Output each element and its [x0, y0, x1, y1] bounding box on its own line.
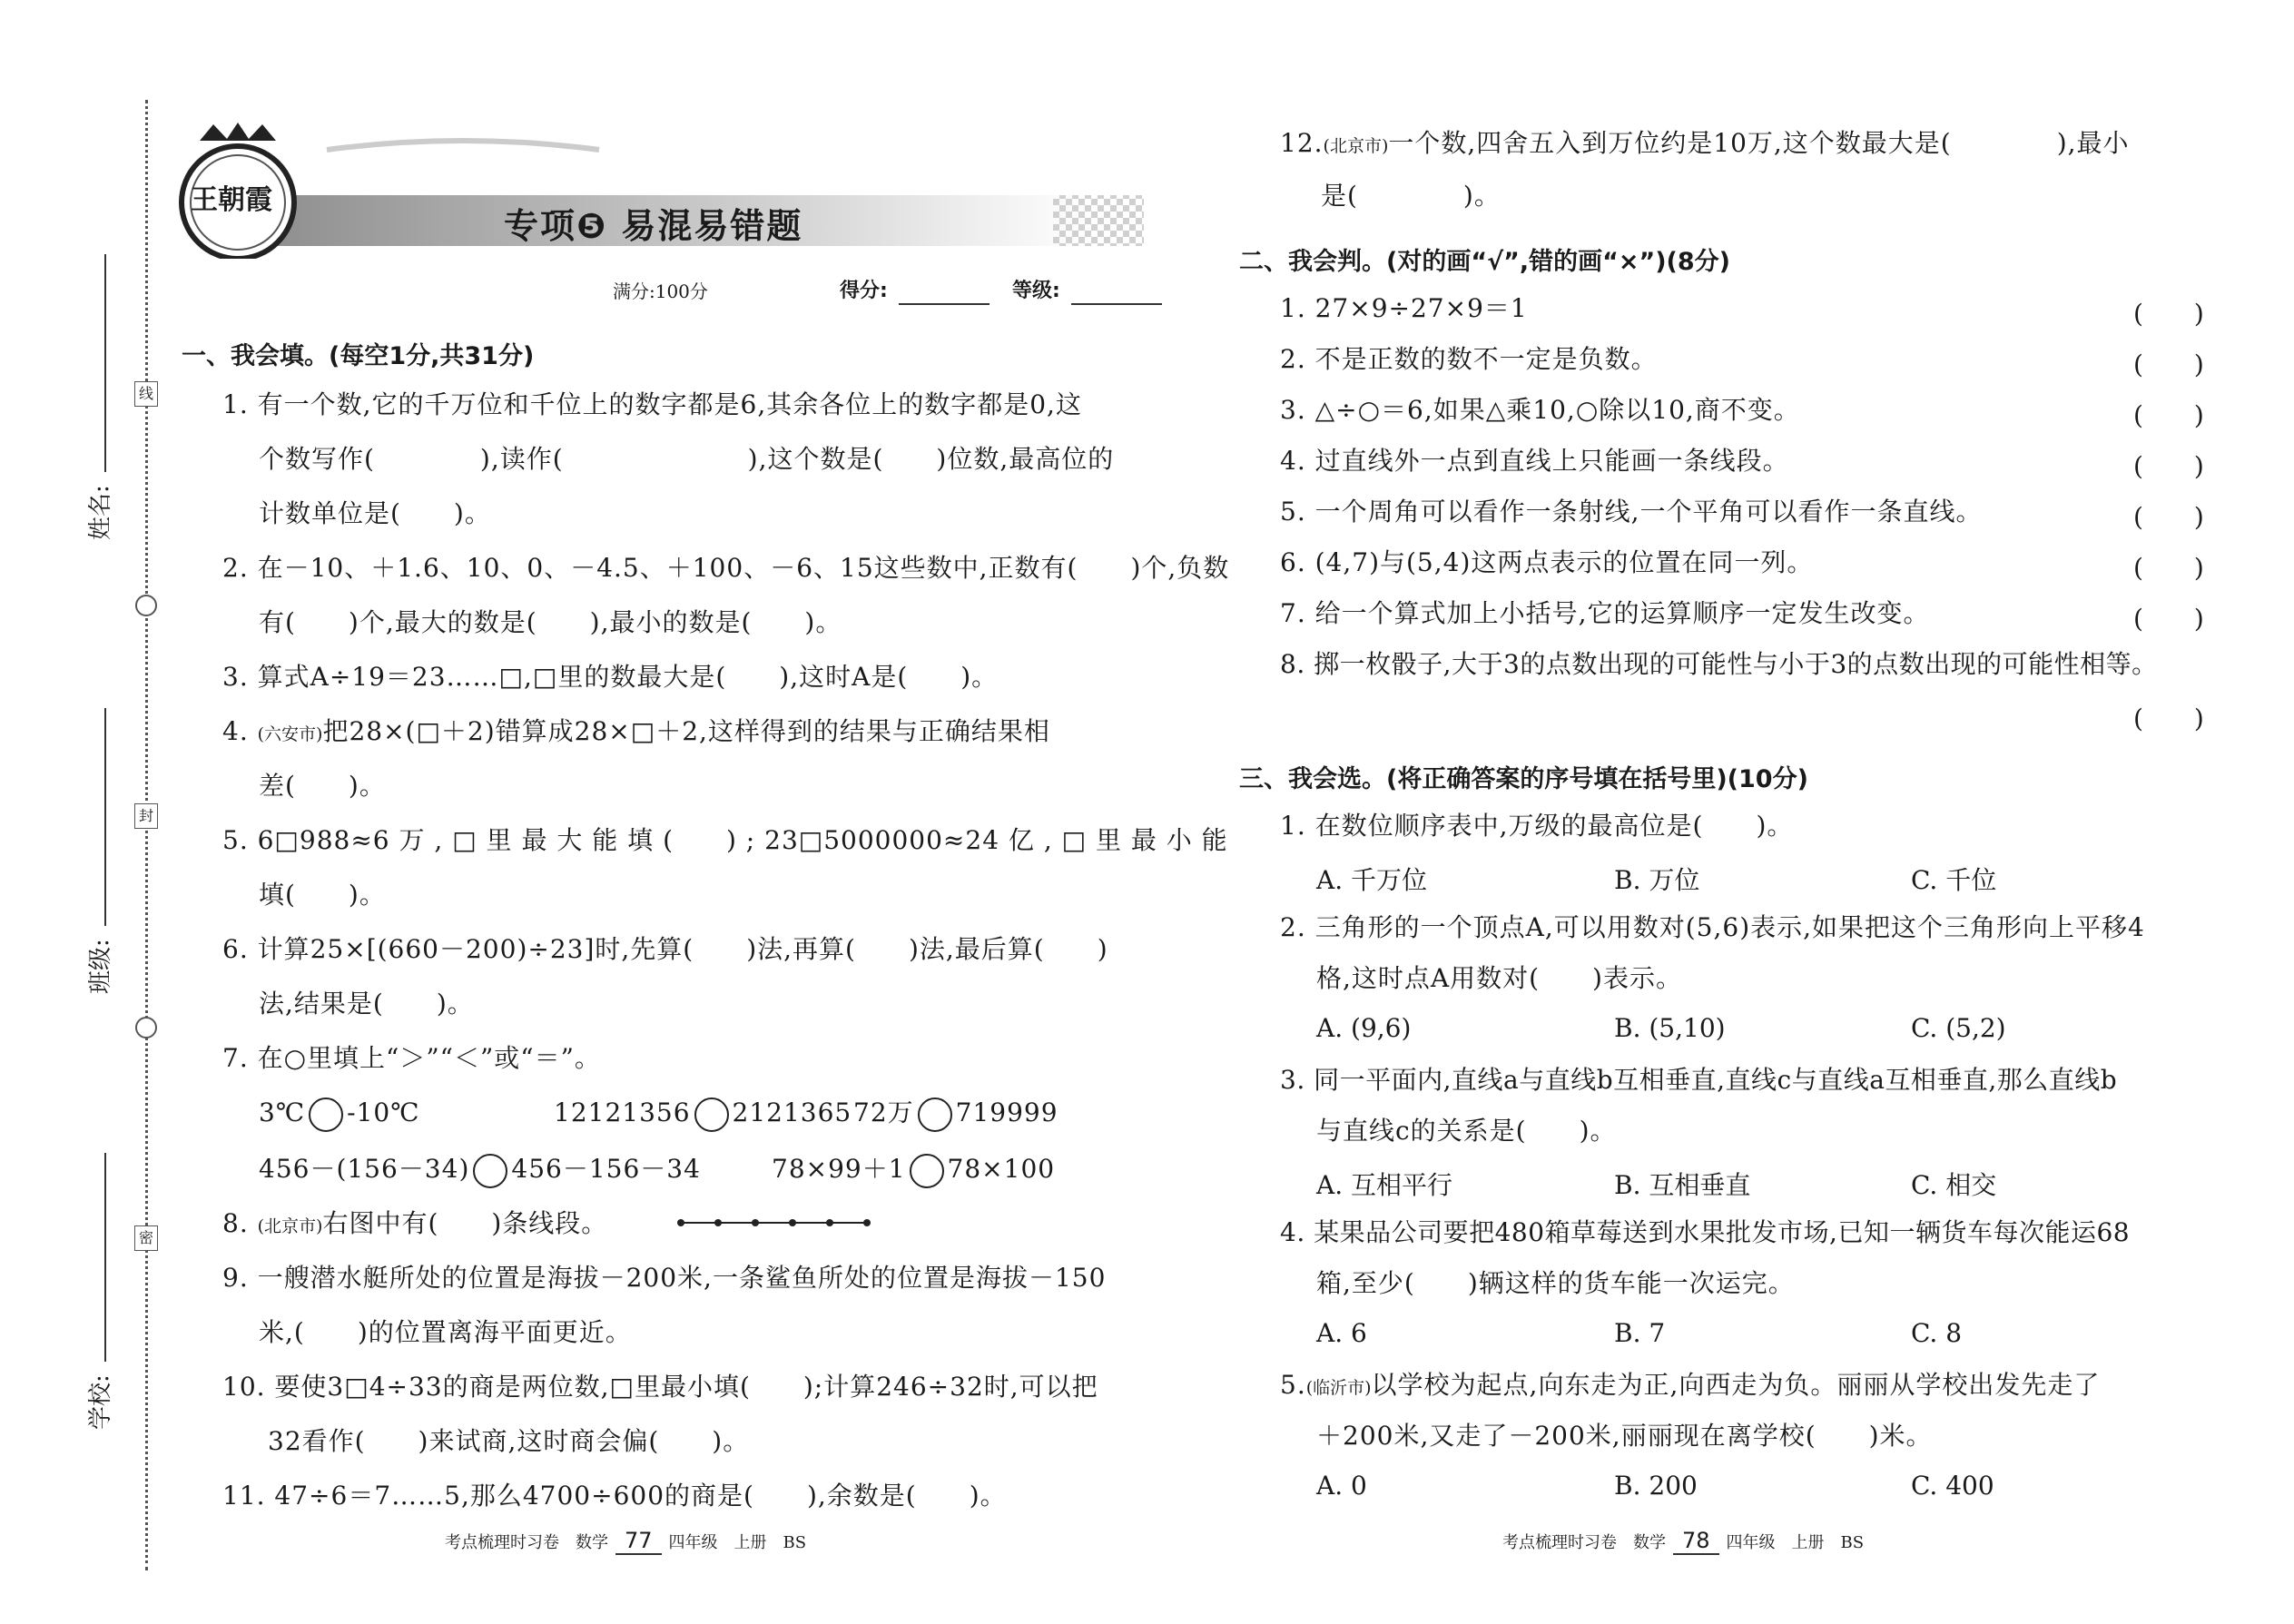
- q12-line-1: [1280, 127, 2130, 162]
- compare-circle[interactable]: [918, 1097, 952, 1132]
- q7-b2: 2121365: [732, 1097, 852, 1127]
- choice-q3-opt-c[interactable]: C. 相交: [1911, 1170, 1997, 1200]
- school-field-line[interactable]: [104, 1153, 106, 1362]
- name-label: 姓名:: [87, 485, 114, 540]
- line-segment-figure: [676, 1212, 876, 1234]
- s1-line-2: 个数写作( ),读作( ),这个数是( )位数,最高位的: [259, 444, 1115, 474]
- q7-a2: 12121356: [554, 1097, 691, 1127]
- choice-q1-a[interactable]: A. 千万位: [1316, 865, 1428, 895]
- choice-q4-b: 箱,至少( )辆这样的货车能一次运完。: [1316, 1268, 1795, 1298]
- name-field-line[interactable]: [104, 254, 106, 472]
- choice-q2-a: 2. 三角形的一个顶点A,可以用数对(5,6)表示,如果把这个三角形向上平移4: [1280, 912, 2145, 942]
- q7-b1: -10℃: [347, 1097, 420, 1127]
- s1-line-7: [222, 715, 1050, 751]
- s1-line-9b: 米,( )的位置离海平面更近。: [259, 1317, 632, 1347]
- seal-mark-line: 线: [134, 381, 158, 407]
- footer-right: [1502, 1528, 1864, 1555]
- q8-text: 右图中有( )条线段。: [322, 1208, 608, 1238]
- choice-q5-opt-a[interactable]: A. 0: [1316, 1471, 1367, 1501]
- judge-answer-1[interactable]: ( ): [2133, 299, 2204, 329]
- judge-item-6: 6. (4,7)与(5,4)这两点表示的位置在同一列。: [1280, 547, 1814, 577]
- choice-q5-b: ＋200米,又走了－200米,丽丽现在离学校( )米。: [1316, 1421, 1933, 1451]
- section2-heading: 二、我会判。(对的画“√”,错的画“×”)(8分): [1239, 248, 1731, 276]
- choice-q5-opt-c[interactable]: C. 400: [1911, 1471, 1994, 1501]
- grade-label: 等级:: [1012, 280, 1060, 302]
- choice-q2-opt-b[interactable]: B. (5,10): [1614, 1013, 1726, 1043]
- choice-q4-opt-c[interactable]: C. 8: [1911, 1318, 1963, 1348]
- q7-cmp-2: [554, 1097, 852, 1132]
- choice-q1: 1. 在数位顺序表中,万级的最高位是( )。: [1280, 811, 1794, 841]
- choice-q2-opt-a[interactable]: A. (9,6): [1316, 1013, 1412, 1043]
- choice-q3-a: 3. 同一平面内,直线a与直线b互相垂直,直线c与直线a互相垂直,那么直线b: [1280, 1065, 2118, 1095]
- judge-item-7: 7. 给一个算式加上小括号,它的运算顺序一定发生改变。: [1280, 598, 1930, 628]
- q12-text: 一个数,四舍五入到万位约是10万,这个数最大是( ),最小: [1388, 128, 2130, 158]
- s1-line-10b: 32看作( )来试商,这时商会偏( )。: [268, 1426, 750, 1456]
- s1-line-5: 有( )个,最大的数是( ),最小的数是( )。: [259, 607, 842, 637]
- choice-q4-opt-b[interactable]: B. 7: [1614, 1318, 1666, 1348]
- choice-q2-opt-c[interactable]: C. (5,2): [1911, 1013, 2006, 1043]
- binding-hole-1: [135, 595, 157, 616]
- q7-b5: 78×100: [947, 1154, 1056, 1184]
- choice-q3-opt-b[interactable]: B. 互相垂直: [1614, 1170, 1751, 1200]
- choice-q5-a: [1280, 1369, 2100, 1404]
- compare-circle[interactable]: [473, 1154, 507, 1188]
- q8-source: (北京市): [257, 1216, 323, 1236]
- page-number-left: 77: [615, 1528, 662, 1555]
- section3-heading: 三、我会选。(将正确答案的序号填在括号里)(10分): [1239, 765, 1808, 793]
- s1-line-9: 5. 6□988≈6 万 , □ 里 最 大 能 填 ( ) ; 23□5000000≈24 亿 , □ 里 最 小 能: [222, 825, 1228, 855]
- q7-a5: 78×99＋1: [772, 1154, 906, 1184]
- s1-line-10a: 10. 要使3□4÷33的商是两位数,□里最小填( );计算246÷32时,可以把: [222, 1372, 1098, 1402]
- q7-a1: 3℃: [259, 1097, 306, 1127]
- q12-source: (北京市): [1323, 136, 1389, 156]
- class-field-line[interactable]: [104, 708, 106, 926]
- section1-heading: 一、我会填。(每空1分,共31分): [182, 342, 535, 370]
- q5-source: (临沂市): [1305, 1378, 1372, 1398]
- judge-item-8: 8. 掷一枚骰子,大于3的点数出现的可能性与小于3的点数出现的可能性相等。: [1280, 649, 2158, 679]
- judge-answer-6[interactable]: ( ): [2133, 553, 2204, 583]
- s1-line-9a: 9. 一艘潜水艇所处的位置是海拔－200米,一条鲨鱼所处的位置是海拔－150: [222, 1263, 1107, 1293]
- s1-line-3: 计数单位是( )。: [259, 498, 491, 528]
- s1-line-10: 填( )。: [259, 880, 386, 910]
- q8-line: [222, 1207, 607, 1243]
- page-title: 专项❺ 易混易错题: [504, 206, 803, 246]
- grade-field[interactable]: [1071, 303, 1162, 305]
- school-label: 学校:: [87, 1374, 114, 1430]
- q7-b3: 719999: [955, 1097, 1058, 1127]
- choice-q3-opt-a[interactable]: A. 互相平行: [1316, 1170, 1453, 1200]
- choice-q4-a: 4. 某果品公司要把480箱草莓送到水果批发市场,已知一辆货车每次能运68: [1280, 1217, 2131, 1247]
- q4-source: (六安市): [257, 724, 323, 744]
- q8-prefix: 8.: [222, 1208, 249, 1238]
- choice-q1-b[interactable]: B. 万位: [1614, 865, 1700, 895]
- compare-circle[interactable]: [910, 1154, 944, 1188]
- q5-prefix: 5.: [1280, 1370, 1306, 1400]
- s1-line-8: 差( )。: [259, 771, 386, 801]
- seal-mark-seal: 封: [134, 803, 158, 829]
- compare-circle[interactable]: [694, 1097, 729, 1132]
- q4-prefix: 4.: [222, 716, 249, 746]
- q7-cmp-3: [853, 1097, 1058, 1132]
- q7-a3: 72万: [853, 1097, 914, 1127]
- s1-line-11: 11. 47÷6＝7……5,那么4700÷600的商是( ),余数是( )。: [222, 1481, 1007, 1511]
- q12-prefix: 12.: [1280, 128, 1324, 158]
- score-field[interactable]: [899, 303, 989, 305]
- choice-q1-c[interactable]: C. 千位: [1911, 865, 1997, 895]
- logo-text: 王朝霞: [191, 184, 272, 216]
- seal-mark-secret: 密: [134, 1225, 158, 1251]
- s1-line-1: 1. 有一个数,它的千万位和千位上的数字都是6,其余各位上的数字都是0,这: [222, 389, 1082, 419]
- judge-item-2: 2. 不是正数的数不一定是负数。: [1280, 344, 1658, 374]
- s1-line-6: 3. 算式A÷19＝23……□,□里的数最大是( ),这时A是( )。: [222, 662, 999, 692]
- choice-q4-opt-a[interactable]: A. 6: [1316, 1318, 1367, 1348]
- judge-item-4: 4. 过直线外一点到直线上只能画一条线段。: [1280, 446, 1789, 476]
- judge-answer-2[interactable]: ( ): [2133, 349, 2204, 379]
- q7-cmp-1: [259, 1097, 420, 1132]
- footer-left: [445, 1528, 806, 1555]
- binding-hole-2: [135, 1017, 157, 1038]
- s1-line-13: 7. 在○里填上“＞”“＜”或“＝”。: [222, 1043, 601, 1073]
- score-label: 得分:: [840, 280, 888, 302]
- choice-q5-opt-b[interactable]: B. 200: [1614, 1471, 1698, 1501]
- choice-q3-b: 与直线c的关系是( )。: [1316, 1116, 1617, 1146]
- class-label: 班级:: [87, 939, 114, 994]
- page-number-right: 78: [1673, 1528, 1719, 1555]
- choice-q2-b: 格,这时点A用数对( )表示。: [1316, 963, 1682, 993]
- footer-left-grade: 四年级 上册 BS: [668, 1533, 807, 1552]
- judge-answer-7[interactable]: ( ): [2133, 604, 2204, 634]
- q7-cmp-4: [259, 1153, 701, 1188]
- binding-dotted-line: [145, 100, 148, 1570]
- q7-cmp-5: [772, 1153, 1055, 1188]
- judge-answer-4[interactable]: ( ): [2133, 451, 2204, 481]
- s1-line-11: 6. 计算25×[(660－200)÷23]时,先算( )法,再算( )法,最后算( ): [222, 934, 1108, 964]
- s1-line-4: 2. 在－10、＋1.6、10、0、－4.5、＋100、－6、15这些数中,正数有( )个,负数: [222, 553, 1230, 583]
- judge-answer-8[interactable]: ( ): [2133, 704, 2204, 733]
- judge-item-1: 1. 27×9÷27×9＝1: [1280, 293, 1528, 323]
- q7-b4: 456－156－34: [511, 1154, 701, 1184]
- q5-text: 以学校为起点,向东走为正,向西走为负。丽丽从学校出发先走了: [1371, 1370, 2101, 1400]
- judge-item-5: 5. 一个周角可以看作一条射线,一个平角可以看作一条直线。: [1280, 497, 1983, 527]
- q7-a4: 456－(156－34): [259, 1154, 470, 1184]
- footer-left-series: 考点梳理时习卷 数学: [445, 1533, 608, 1552]
- judge-answer-3[interactable]: ( ): [2133, 400, 2204, 430]
- q4-text: 把28×(□＋2)错算成28×□＋2,这样得到的结果与正确结果相: [322, 716, 1050, 746]
- s1-line-12: 法,结果是( )。: [259, 989, 474, 1019]
- judge-item-3: 3. △÷○＝6,如果△乘10,○除以10,商不变。: [1280, 395, 1800, 425]
- q12-line-2: 是( )。: [1321, 181, 1501, 211]
- judge-answer-5[interactable]: ( ): [2133, 502, 2204, 532]
- footer-right-series: 考点梳理时习卷 数学: [1502, 1533, 1666, 1552]
- footer-right-grade: 四年级 上册 BS: [1726, 1533, 1865, 1552]
- full-score: 满分:100分: [613, 281, 708, 302]
- compare-circle[interactable]: [309, 1097, 343, 1132]
